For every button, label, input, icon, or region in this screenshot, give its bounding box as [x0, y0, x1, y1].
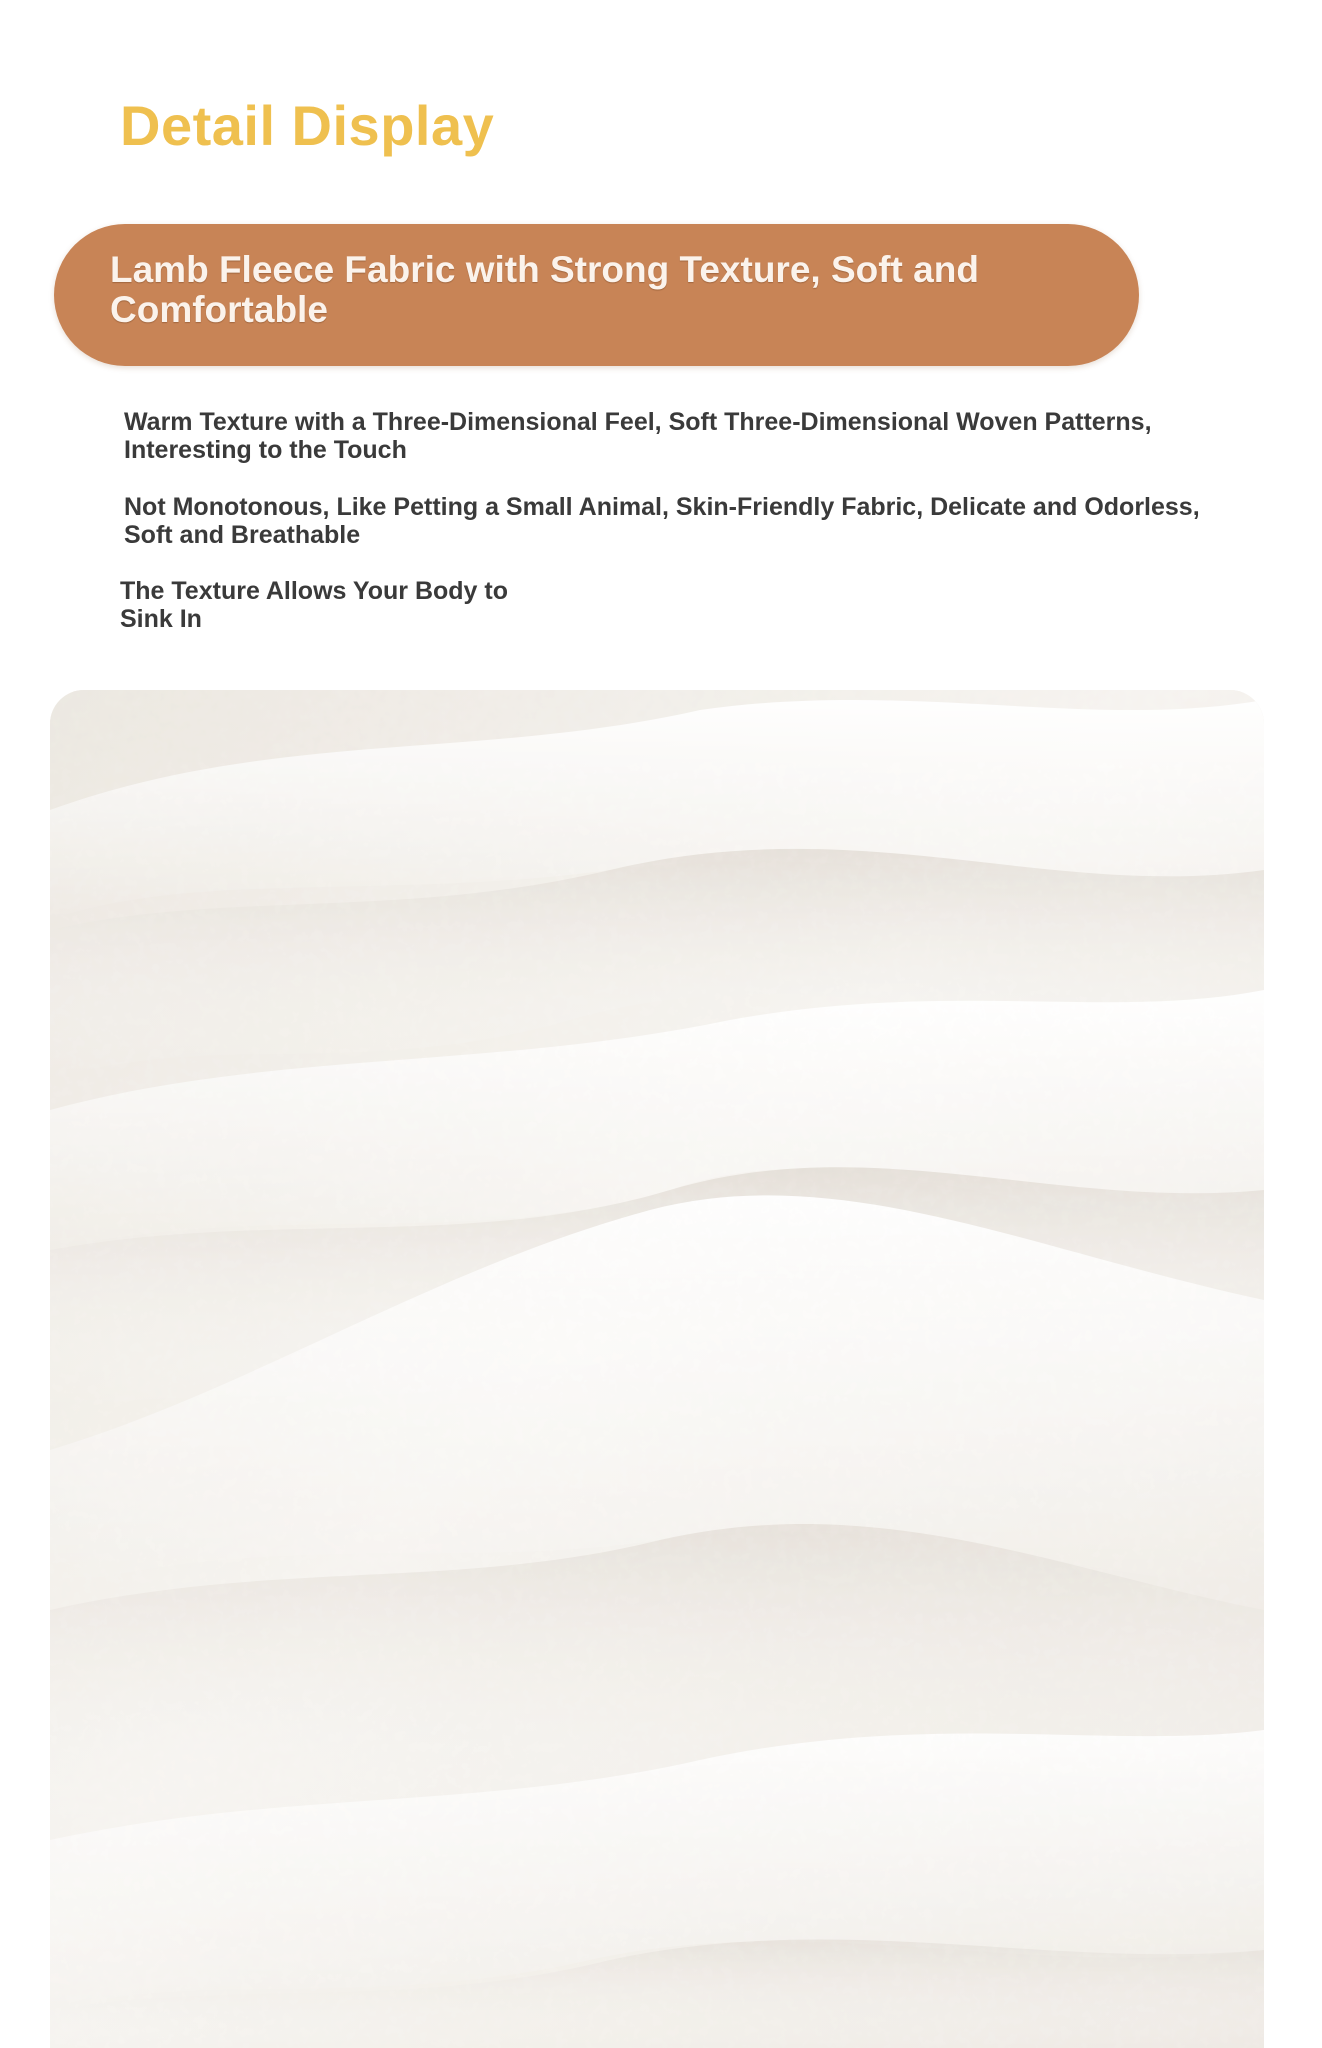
- fabric-photo-icon: [50, 690, 1264, 2048]
- feature-text-2: Not Monotonous, Like Petting a Small Animal, Skin-Friendly Fabric, Delicate and Odorless, Soft and Breathable: [124, 493, 1200, 549]
- fleece-fabric-photo: [50, 690, 1264, 2048]
- detail-display-title: Detail Display: [120, 94, 495, 157]
- feature-text-1: Warm Texture with a Three-Dimensional Feel, Soft Three-Dimensional Woven Patterns, Interesting to the Touch: [124, 408, 1152, 464]
- headline-text: Lamb Fleece Fabric with Strong Texture, Soft and Comfortable: [110, 249, 979, 330]
- feature-text-3: The Texture Allows Your Body to Sink In: [120, 577, 509, 633]
